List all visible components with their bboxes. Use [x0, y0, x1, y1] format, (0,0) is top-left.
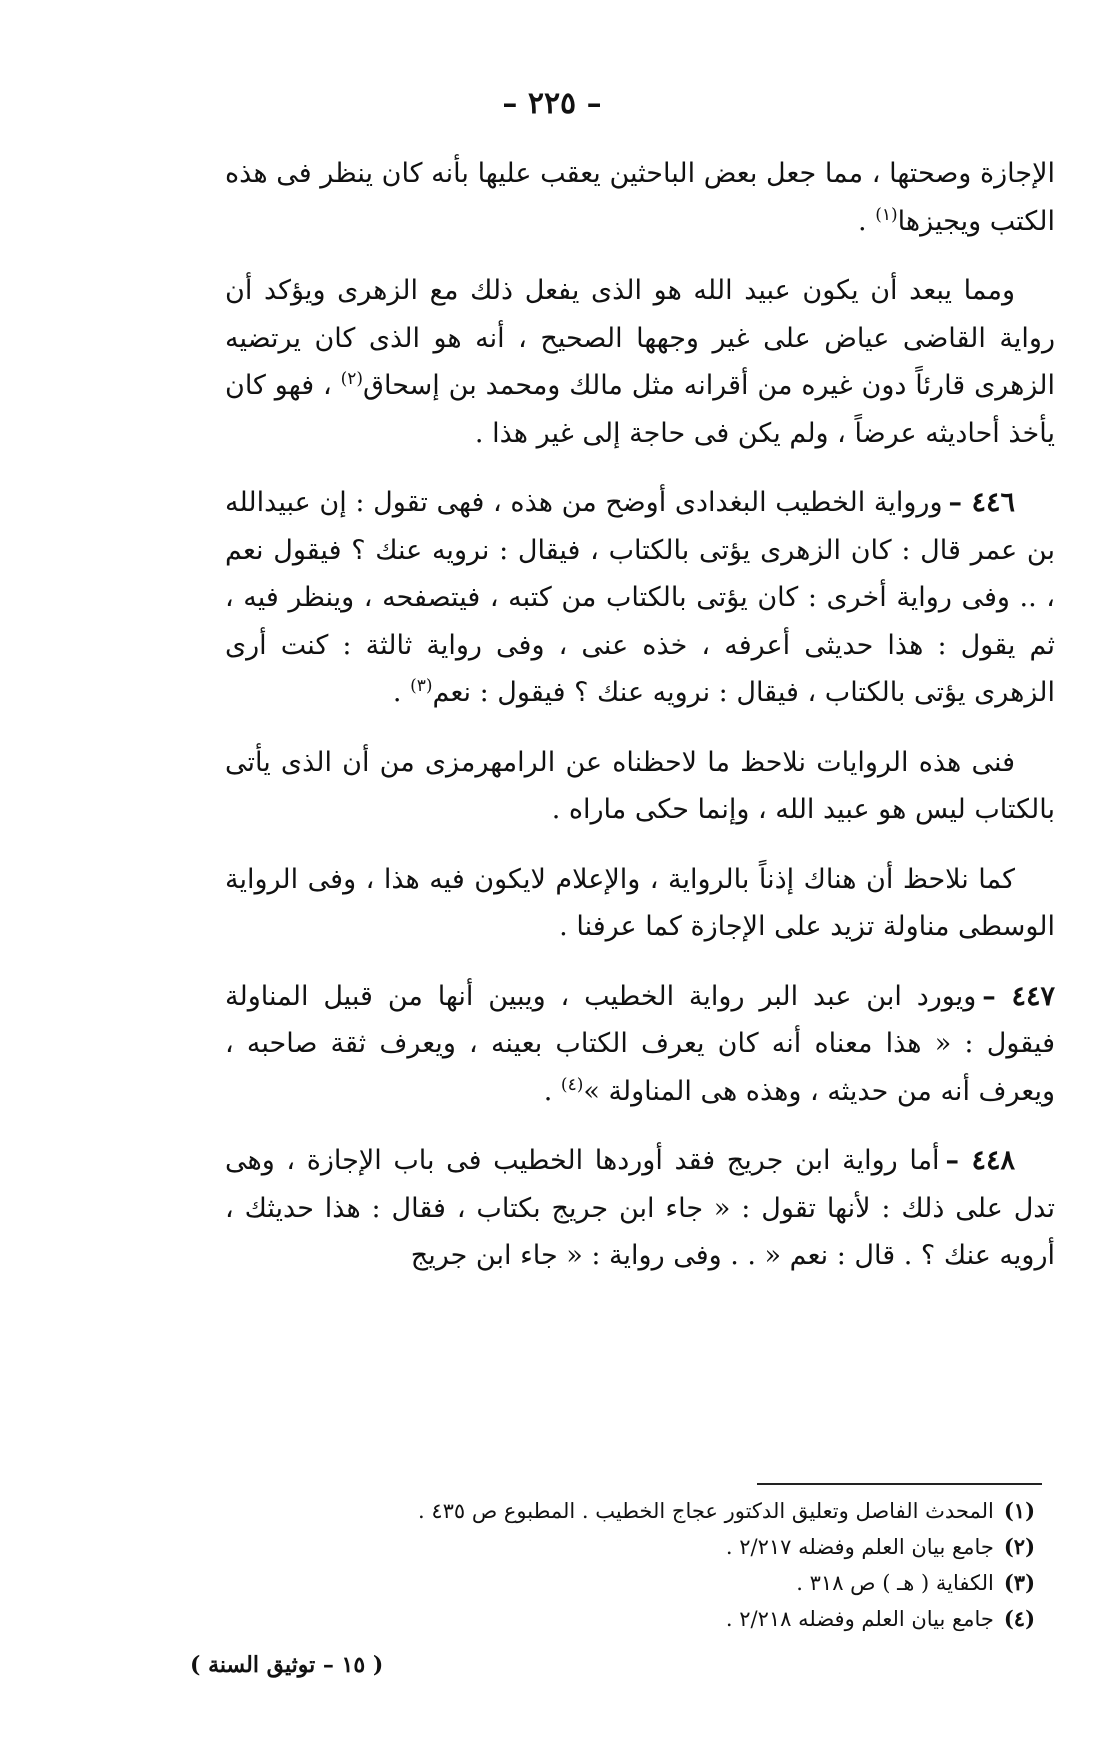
section-number-447: ٤٤٧ –: [982, 980, 1055, 1012]
paragraph-448: [225, 1137, 1055, 1280]
paragraph-446: [225, 479, 1055, 717]
paragraph-text: ورواية الخطيب البغدادى أوضح من هذه ، فهى تقول : إن عبيدالله بن عمر قال : كان الزهرى يؤتى بالكتاب ، فيقال : نرويه عنك ؟ فيقول نعم ، .. وفى رواية أخرى : كان يؤتى بالكتاب من كتبه ، فيتصفحه ، وينظر فيه ، ثم يقول : هذا حديثى أعرفه ، خذه عنى ، وفى رواية ثالثة : كنت أرى الزهرى يؤتى بالكتاب ، فيقال : نرويه عنك ؟ فيقول : نعم: [225, 487, 1055, 708]
footnote-ref-4[interactable]: (٤): [560, 1074, 584, 1095]
footnote-number: (٤): [1003, 1606, 1035, 1631]
paragraph-text: ومما يبعد أن يكون عبيد الله هو الذى يفعل ذلك مع الزهرى ويؤكد أن رواية القاضى عياض على غير وجهها الصحيح ، أنه هو الذى كان يرتضيه الزهرى قارئاً دون غيره من أقرانه مثل مالك ومحمد بن إسحاق: [225, 275, 1056, 401]
page-number: – ٢٢٥ –: [502, 86, 602, 121]
footnote-text: جامع بيان العلم وفضله ٢/٢١٨ .: [725, 1607, 994, 1631]
section-number-446: ٤٤٦ –: [948, 487, 1015, 518]
paragraph-447: [225, 973, 1055, 1116]
paragraph-text: ويورد ابن عبد البر رواية الخطيب ، ويبين أنها من قبيل المناولة فيقول : « هذا معناه أنه كان يعرف الكتاب بعينه ، ويعرف ثقة صاحبه ، ويعرف أنه من حديثه ، وهذه هى المناولة »: [225, 980, 1055, 1107]
footnote-number: (٣): [1003, 1570, 1035, 1595]
footnote-3: [225, 1565, 1035, 1601]
paragraph-4: [225, 739, 1055, 834]
section-number-448: ٤٤٨ –: [945, 1145, 1016, 1176]
paragraph-5: [225, 856, 1055, 951]
paragraph-text: أما رواية ابن جريج فقد أوردها الخطيب فى باب الإجازة ، وهى تدل على ذلك : لأنها تقول : « جاء ابن جريج بكتاب ، فقال : هذا حديثك ، أرويه عنك ؟ . قال : نعم « . . وفى رواية : « جاء ابن جريج: [225, 1145, 1055, 1271]
footnote-2: [225, 1529, 1035, 1565]
paragraph-text: كما نلاحظ أن هناك إذناً بالرواية ، والإعلام لايكون فيه هذا ، وفى الرواية الوسطى مناولة تزيد على الإجازة كما عرفنا .: [225, 863, 1055, 942]
footnote-number: (٢): [1003, 1534, 1035, 1559]
footnote-ref-2[interactable]: (٢): [340, 369, 364, 389]
footnote-number: (١): [1003, 1498, 1035, 1523]
footnote-separator: [757, 1483, 1042, 1485]
footnote-text: الكفاية ( هـ ) ص ٣١٨ .: [796, 1571, 994, 1595]
paragraph-tail: ، فهو كان يأخذ أحاديثه عرضاً ، ولم يكن فى حاجة إلى غير هذا .: [225, 370, 1055, 449]
paragraph-tail: .: [392, 677, 411, 708]
paragraph-tail: .: [858, 205, 876, 237]
footnote-4: [225, 1601, 1035, 1637]
footnote-1: [225, 1493, 1035, 1529]
paragraph-text: الإجازة وصحتها ، مما جعل بعض الباحثين يعقب عليها بأنه كان ينظر فى هذه الكتب ويجيزها: [225, 158, 1055, 237]
footnotes: [225, 1493, 1035, 1637]
main-text: [225, 150, 1055, 1302]
signature-mark: ( ١٥ – توثيق السنة ): [190, 1652, 384, 1678]
paragraph-tail: .: [543, 1075, 561, 1107]
footnote-ref-1[interactable]: (١): [875, 204, 898, 225]
footnote-text: المحدث الفاصل وتعليق الدكتور عجاج الخطيب . المطبوع ص ٤٣٥ .: [417, 1499, 994, 1523]
paragraph-1: [225, 150, 1055, 245]
footnote-ref-3[interactable]: (٣): [410, 676, 433, 696]
paragraph-2: [225, 267, 1055, 457]
footnote-text: جامع بيان العلم وفضله ٢/٢١٧ .: [725, 1535, 994, 1559]
paragraph-text: فنى هذه الروايات نلاحظ ما لاحظناه عن الرامهرمزى من أن الذى يأتى بالكتاب ليس هو عبيد الله ، وإنما حكى ماراه .: [225, 746, 1055, 825]
